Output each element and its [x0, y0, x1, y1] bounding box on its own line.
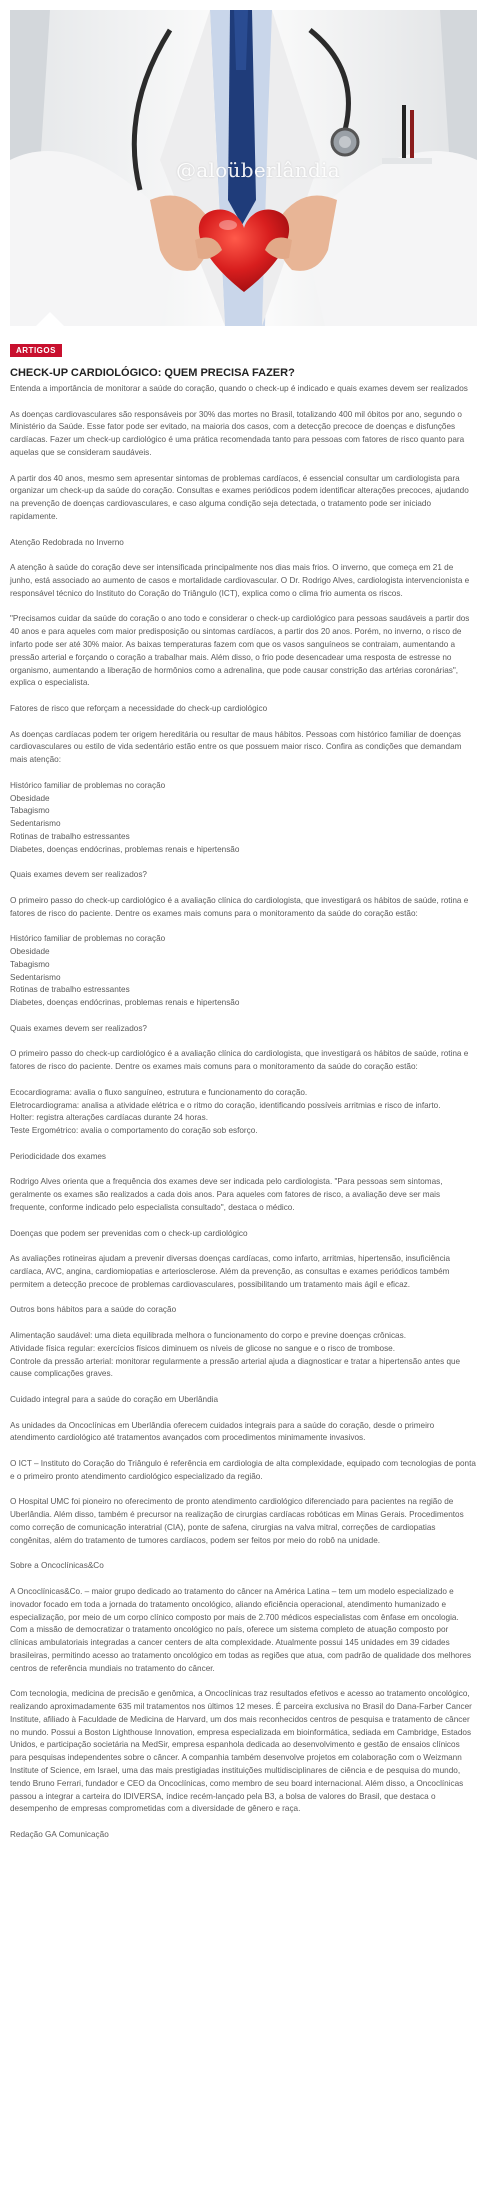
list-item: Histórico familiar de problemas no coração — [10, 934, 166, 944]
list-item: Sedentarismo — [10, 819, 61, 829]
list-item: Teste Ergométrico: avalia o comportamento do coração sob esforço. — [10, 1126, 258, 1136]
list-item: Atividade física regular: exercícios físicos diminuem os níveis de glicose no sangue e o risco de trombose. — [10, 1343, 396, 1353]
list-item: Rotinas de trabalho estressantes — [10, 831, 130, 841]
section-heading: Cuidado integral para a saúde do coração em Uberlândia — [10, 1394, 219, 1404]
list-item: Diabetes, doenças endócrinas, problemas renais e hipertensão — [10, 844, 240, 854]
paragraph: O Hospital UMC foi pioneiro no oferecimento de pronto atendimento cardiológico diferenciado para pacientes na região de Uberlândia. Além disso, também é precursor na realização de cirurgias cardíacas robóticas em Minas Gerais. Procedimentos como correção de comunicação interatrial (CIA), ponte de safena, cirurgias na valva mitral, correções de cardiopatias congênitas, além do tratamento de tumores cardíacos, podem ser feitos por meio do robô na unidade. — [10, 1497, 464, 1545]
paragraph: A partir dos 40 anos, mesmo sem apresentar sintomas de problemas cardíacos, é essencial consultar um cardiologista para organizar um check-up da saúde do coração. Consultas e exames periódicos podem identificar alterações precoces, ajudando na prevenção de doenças cardiovasculares, e caso alguma condição seja detectada, o tratamento pode ser iniciado rapidamente. — [10, 473, 469, 521]
section-heading: Atenção Redobrada no Inverno — [10, 537, 124, 547]
list-item: Eletrocardiograma: analisa a atividade elétrica e o ritmo do coração, identificando possíveis arritmias e risco de infarto. — [10, 1100, 441, 1110]
list-item: Controle da pressão arterial: monitorar regularmente a pressão arterial ajuda a diagnosticar e tratar a hipertensão antes que cause complicações graves. — [10, 1356, 461, 1379]
paragraph: As unidades da Oncoclínicas em Uberlândia oferecem cuidados integrais para a saúde do coração, desde o primeiro atendimento cardiológico até tratamentos avançados com procedimentos minimamente invasivos. — [10, 1420, 435, 1443]
section-heading: Sobre a Oncoclínicas&Co — [10, 1561, 104, 1571]
list-item: Tabagismo — [10, 806, 50, 816]
section-heading: Quais exames devem ser realizados? — [10, 1023, 147, 1033]
paragraph: As doenças cardiovasculares são responsáveis por 30% das mortes no Brasil, totalizando 400 mil óbitos por ano, segundo o Ministério da Saúde. Esse fator pode ser evitado, na maioria dos casos, com a detecção precoce de doenças e disfunções cardíacas. Fazer um check-up cardiológico é uma prática recomendada tanto para pessoas com fatores de risco quanto para aquelas que se consideram saudáveis. — [10, 409, 465, 457]
paragraph: A Oncoclínicas&Co. – maior grupo dedicado ao tratamento do câncer na América Latina – tem um modelo especializado e inovador focado em toda a jornada do tratamento oncológico, aliando eficiência operacional, atendimento humanizado e especialização, por meio de um corpo clínico composto por mais de 2.700 médicos especialistas com ênfase em oncologia. Com a missão de democratizar o tratamento oncológico no país, oferece um sistema completo de atuação composto por clínicas ambulatoriais integradas a cancer centers de alta complexidade. Atualmente possui 145 unidades em 39 cidades brasileiras, permitindo acesso ao tratamento oncológico em todas as regiões que atua, com padrão de qualidade dos melhores centros de referência mundiais no tratamento do câncer. — [10, 1586, 472, 1673]
list-item: Histórico familiar de problemas no coração — [10, 780, 166, 790]
article-title: CHECK-UP CARDIOLÓGICO: QUEM PRECISA FAZER? — [10, 367, 295, 379]
paragraph: O primeiro passo do check-up cardiológico é a avaliação clínica do cardiologista, que investigará os hábitos de saúde, rotina e fatores de risco do paciente. Dentre os exames mais comuns para o monitoramento da saúde do coração estão: — [10, 1049, 469, 1072]
list-item: Alimentação saudável: uma dieta equilibrada melhora o funcionamento do corpo e previne doenças crônicas. — [10, 1330, 406, 1340]
paragraph: As avaliações rotineiras ajudam a prevenir diversas doenças cardíacas, como infarto, arritmias, hipertensão, insuficiência cardíaca, AVC, angina, cardiomiopatias e arteriosclerose. Além da prevenção, as consultas e exames periódicos também permitem a detecção precoce de problemas cardiovasculares, possibilitando um tratamento mais ágil e eficaz. — [10, 1254, 451, 1289]
article-content — [10, 340, 477, 1842]
list-item: Holter: registra alterações cardíacas durante 24 horas. — [10, 1113, 208, 1123]
list-item: Rotinas de trabalho estressantes — [10, 985, 130, 995]
paragraph: A atenção à saúde do coração deve ser intensificada principalmente nos dias mais frios. O inverno, que começa em 21 de junho, está associado ao aumento de casos e mortalidade cardiovascular. O Dr. Rodrigo Alves, cardiologista intervencionista e responsável técnico do Instituto do Coração do Triângulo (ICT), explica como o clima frio aumenta os riscos. — [10, 563, 470, 598]
section-heading: Periodicidade dos exames — [10, 1151, 107, 1161]
section-heading: Outros bons hábitos para a saúde do coração — [10, 1305, 177, 1315]
list-item: Sedentarismo — [10, 972, 61, 982]
section-heading: Fatores de risco que reforçam a necessidade do check-up cardiológico — [10, 703, 268, 713]
list-item: Obesidade — [10, 793, 50, 803]
list-item: Diabetes, doenças endócrinas, problemas renais e hipertensão — [10, 998, 240, 1008]
hero-notch — [36, 312, 64, 326]
section-heading: Doenças que podem ser prevenidas com o check-up cardiológico — [10, 1228, 248, 1238]
list-item: Ecocardiograma: avalia o fluxo sanguíneo, estrutura e funcionamento do coração. — [10, 1087, 308, 1097]
article-signature: Redação GA Comunicação — [10, 1830, 109, 1840]
list-item: Tabagismo — [10, 959, 50, 969]
paragraph: "Precisamos cuidar da saúde do coração o ano todo e considerar o check-up cardiológico para pessoas saudáveis a partir dos 40 anos e para aqueles com maior predisposição ou sintomas cardíacos, a partir dos 20 anos. Porém, no inverno, o risco de infarto pode ser até 30% maior. As baixas temperaturas fazem com que os vasos sanguíneos se contraiam, aumentando a pressão arterial e forçando o coração a trabalhar mais. Além disso, o frio pode desencadear uma resposta de estresse no organismo, aumentando a liberação de hormônios como a adrenalina, que pode causar constrição das artérias coronárias", explica o especialista. — [10, 614, 470, 688]
watermark-text: @aloüberlândia — [176, 158, 340, 182]
paragraph: Rodrigo Alves orienta que a frequência dos exames deve ser indicada pelo cardiologista. "Para pessoas sem sintomas, geralmente os exames são realizados a cada dois anos. Para aqueles com fatores de risco, a avaliação deve ser mais frequente, conforme indicado pelo especialista consultado", destaca o médico. — [10, 1177, 443, 1212]
hero-image — [10, 10, 477, 326]
category-badge[interactable]: ARTIGOS — [10, 344, 62, 357]
article-lead: Entenda a importância de monitorar a saúde do coração, quando o check-up é indicado e quais exames devem ser realizados — [10, 384, 468, 393]
paragraph: Com tecnologia, medicina de precisão e genômica, a Oncoclínicas traz resultados efetivos e acesso ao tratamento oncológico, realizando aproximadamente 635 mil tratamentos nos últimos 12 meses. É parceira exclusiva no Brasil do Dana-Farber Cancer Institute, afiliado à Faculdade de Medicina de Harvard, um dos mais reconhecidos centros de pesquisa e tratamento de câncer no mundo. Possui a Boston Lighthouse Innovation, empresa especializada em bioinformática, sediada em Cambridge, Estados Unidos, e participação societária na MedSir, empresa espanhola dedicada ao desenvolvimento e gestão de ensaios clínicos para pesquisas independentes sobre o câncer. A companhia também desenvolve projetos em colaboração com o Weizmann Institute of Science, em Israel, uma das mais prestigiadas instituições multidisciplinares de ciência e de pesquisa do mundo, tendo Bruno Ferrari, fundador e CEO da Oncoclínicas, como membro de seu board internacional. Além disso, a Oncoclínicas passou a integrar a carteira do IDIVERSA, índice recém-lançado pela B3, a bolsa de valores do Brasil, que destaca o desempenho de empresas comprometidas com a diversidade de gênero e raça. — [10, 1689, 472, 1814]
list-item: Obesidade — [10, 947, 50, 957]
paragraph: O primeiro passo do check-up cardiológico é a avaliação clínica do cardiologista, que investigará os hábitos de saúde, rotina e fatores de risco do paciente. Dentre os exames mais comuns para o monitoramento da saúde do coração estão: — [10, 895, 469, 918]
paragraph: O ICT – Instituto do Coração do Triângulo é referência em cardiologia de alta complexidade, equipado com tecnologias de ponta e o primeiro pronto atendimento cardiológico especializado da região. — [10, 1458, 476, 1481]
section-heading: Quais exames devem ser realizados? — [10, 870, 147, 880]
paragraph: As doenças cardíacas podem ter origem hereditária ou resultar de maus hábitos. Pessoas com histórico familiar de doenças cardiovasculares ou estilo de vida sedentário estão entre os que possuem maior risco. Confira as condições que demandam mais atenção: — [10, 729, 462, 765]
